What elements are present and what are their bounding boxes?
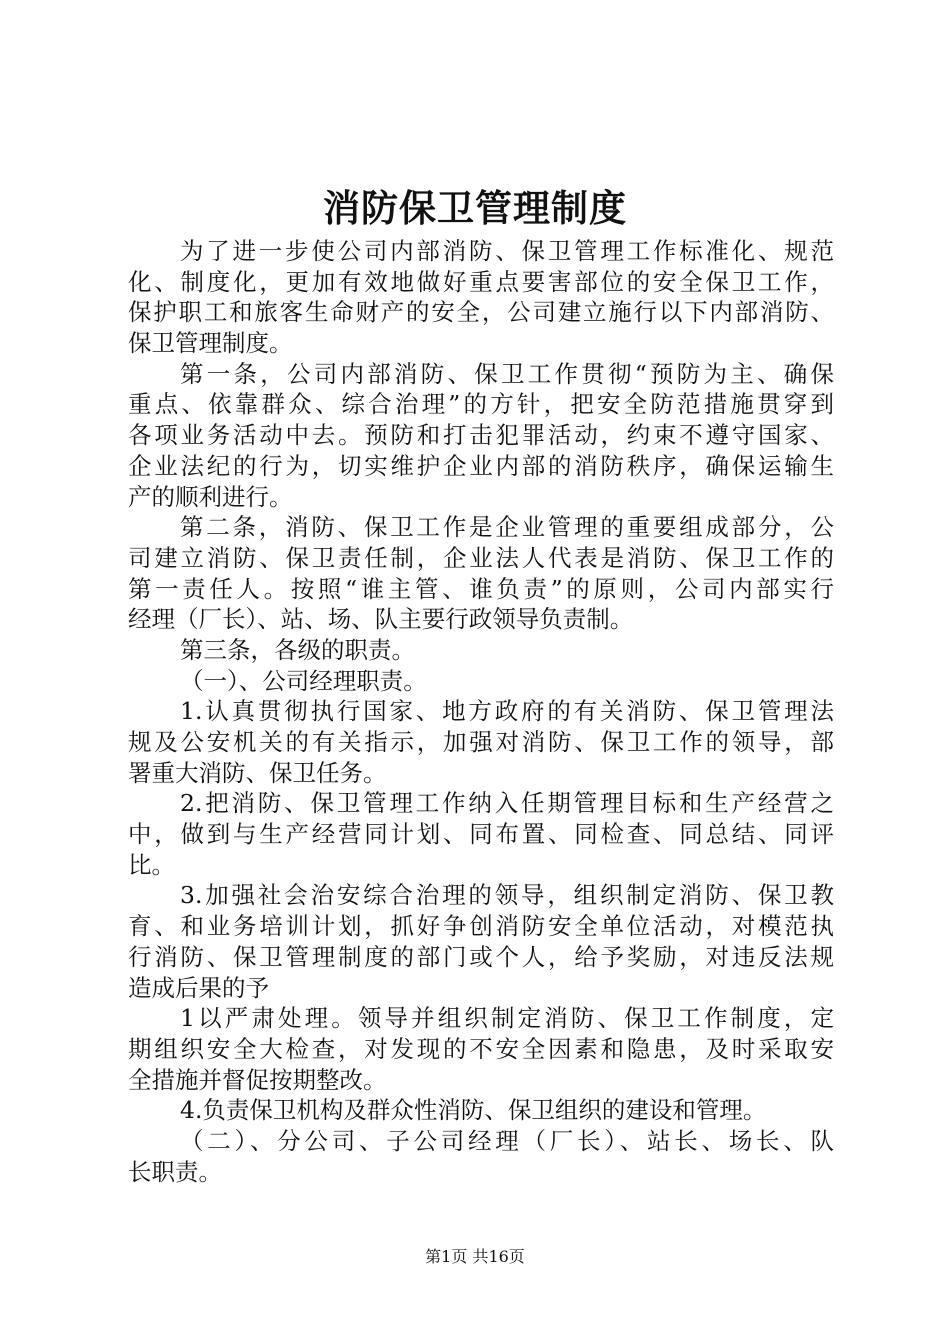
text-line: 化、制度化，更加有效地做好重点要害部位的安全保卫工作， bbox=[128, 267, 834, 296]
text-line: 1以严肃处理。领导并组织制定消防、保卫工作制度，定 bbox=[180, 1004, 834, 1033]
text-line: 第三条，各级的职责。 bbox=[180, 635, 415, 664]
text-line: 为了进一步使公司内部消防、保卫管理工作标准化、规范 bbox=[180, 237, 834, 265]
text-line: 第一责任人。按照“谁主管、谁负责”的原则，公司内部实行 bbox=[128, 574, 834, 603]
text-line: 2.把消防、保卫管理工作纳入任期管理目标和生产经营之 bbox=[180, 789, 834, 818]
text-line: 期组织安全大检查，对发现的不安全因素和隐患，及时采取安 bbox=[128, 1034, 834, 1063]
text-line: 各项业务活动中去。预防和打击犯罪活动，约束不遵守国家、 bbox=[128, 421, 834, 450]
document-body bbox=[128, 236, 834, 1187]
text-line: 育、和业务培训计划，抓好争创消防安全单位活动，对模范执 bbox=[128, 912, 834, 941]
text-line: 产的顺利进行。 bbox=[128, 482, 293, 511]
text-line: （一）、公司经理职责。 bbox=[180, 666, 427, 695]
text-line: 保卫管理制度。 bbox=[128, 329, 293, 358]
document-title: 消防保卫管理制度 bbox=[323, 186, 627, 230]
text-line: 署重大消防、保卫任务。 bbox=[128, 758, 387, 787]
text-line: 企业法纪的行为，切实维护企业内部的消防秩序，确保运输生 bbox=[128, 451, 834, 480]
text-line: 中，做到与生产经营同计划、同布置、同检查、同总结、同评 bbox=[128, 820, 834, 849]
text-line: 经理（厂长）、站、场、队主要行政领导负责制。 bbox=[128, 605, 634, 634]
page-footer: 第1页 共16页 bbox=[425, 1247, 525, 1266]
text-line: 造成后果的予 bbox=[128, 973, 269, 1002]
text-line: 重点、依靠群众、综合治理”的方针，把安全防范措施贯穿到 bbox=[128, 390, 834, 419]
text-line: 全措施并督促按期整改。 bbox=[128, 1065, 387, 1094]
text-line: （二）、分公司、子公司经理（厂长）、站长、场长、队 bbox=[180, 1126, 834, 1155]
text-line: 4.负责保卫机构及群众性消防、保卫组织的建设和管理。 bbox=[180, 1096, 767, 1125]
text-line: 行消防、保卫管理制度的部门或个人，给予奖励，对违反法规 bbox=[128, 942, 834, 971]
text-line: 第二条，消防、保卫工作是企业管理的重要组成部分，公 bbox=[180, 513, 834, 542]
text-line: 第一条，公司内部消防、保卫工作贯彻“预防为主、确保 bbox=[180, 359, 834, 388]
text-line: 1.认真贯彻执行国家、地方政府的有关消防、保卫管理法 bbox=[180, 697, 834, 726]
text-line: 长职责。 bbox=[128, 1157, 222, 1186]
text-line: 比。 bbox=[128, 850, 175, 879]
text-line: 3.加强社会治安综合治理的领导，组织制定消防、保卫教 bbox=[180, 881, 834, 910]
text-line: 保护职工和旅客生命财产的安全，公司建立施行以下内部消防、 bbox=[128, 298, 834, 327]
text-line: 司建立消防、保卫责任制，企业法人代表是消防、保卫工作的 bbox=[128, 543, 834, 572]
text-line: 规及公安机关的有关指示，加强对消防、保卫工作的领导，部 bbox=[128, 728, 834, 756]
